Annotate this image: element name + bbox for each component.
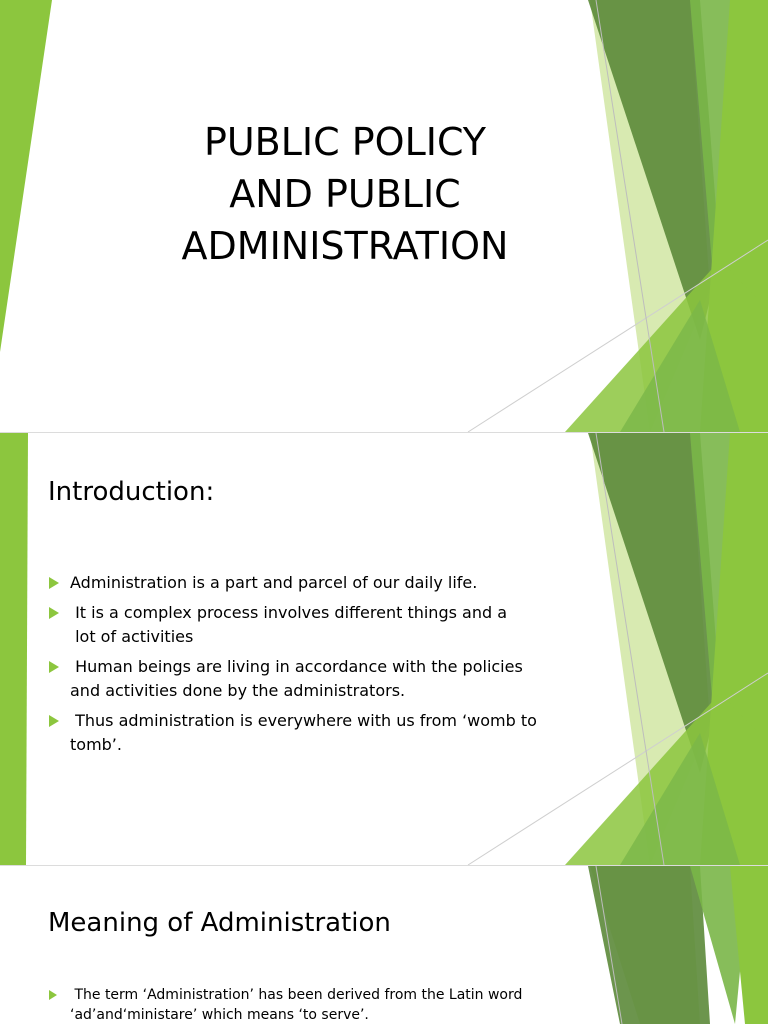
slide-title [130, 116, 560, 272]
list-item [48, 601, 588, 649]
slide-heading: Meaning of Administration [48, 908, 391, 938]
bullet-list [48, 571, 588, 763]
title-line: ADMINISTRATION [181, 224, 509, 268]
title-line: PUBLIC POLICY [203, 120, 487, 164]
list-item-text: The term ‘Administration’ has been derived from the Latin word ‘ad’and‘ministare’ which means ‘to serve’. [70, 987, 523, 1023]
bullet-arrow-icon [49, 715, 59, 727]
bullet-list [48, 985, 588, 1024]
bullet-arrow-icon [49, 607, 59, 619]
list-item [48, 709, 588, 757]
list-item-text: Human beings are living in accordance with the policies and activities done by the administrators. [70, 657, 523, 700]
bullet-arrow-icon [49, 990, 57, 1000]
meaning-slide [0, 866, 768, 1024]
list-item [48, 985, 588, 1024]
bullet-arrow-icon [49, 661, 59, 673]
slide-heading: Introduction: [48, 477, 215, 507]
left-green-shape [0, 0, 52, 352]
introduction-slide [0, 433, 768, 865]
title-line: AND PUBLIC [229, 172, 461, 216]
bullet-arrow-icon [49, 577, 59, 589]
list-item [48, 571, 588, 595]
list-item-text: It is a complex process involves different things and a lot of activities [75, 603, 508, 646]
list-item-text: Administration is a part and parcel of our daily life. [70, 573, 478, 592]
list-item-text: Thus administration is everywhere with us from ‘womb to tomb’. [70, 711, 537, 754]
dark-green-shape [588, 866, 710, 1024]
list-item [48, 655, 588, 703]
title-slide [0, 0, 768, 432]
left-green-shape [0, 433, 28, 865]
